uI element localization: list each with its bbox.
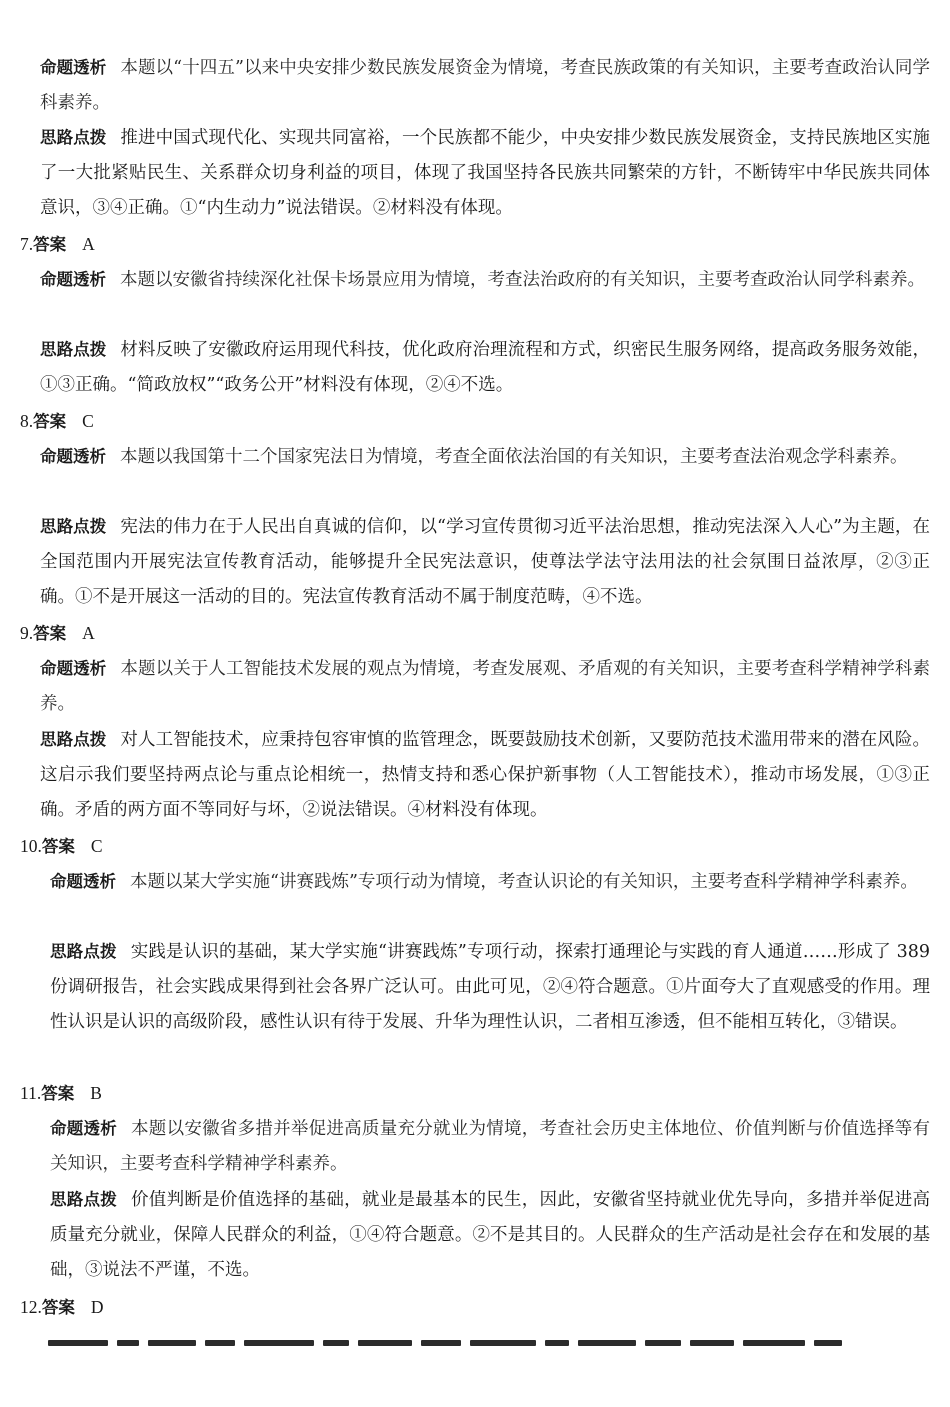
q11-answer-value: B — [90, 1083, 102, 1103]
q7-intent-text: 本题以安徽省持续深化社保卡场景应用为情境，考查法治政府的有关知识，主要考查政治认同学科素养。 — [120, 270, 925, 290]
q8-answer-value: C — [82, 411, 94, 431]
answer-label: 答案 — [33, 412, 67, 431]
q9-hint-block — [40, 722, 930, 828]
q11-intent-text: 本题以安徽省多措并举促进高质量充分就业为情境，考查社会历史主体地位、价值判断与价值选择等有关知识，主要考查科学精神学科素养。 — [50, 1119, 931, 1174]
q7-answer-line — [20, 227, 95, 263]
hint-label: 思路点拨 — [40, 340, 107, 359]
q7-intent-block — [40, 262, 930, 298]
intent-label: 命题透析 — [40, 447, 106, 466]
hint-label: 思路点拨 — [50, 1190, 118, 1209]
q9-intent-text: 本题以关于人工智能技术发展的观点为情境，考查发展观、矛盾观的有关知识，主要考查科学精神学科素养。 — [40, 659, 931, 714]
answer-label: 答案 — [41, 1084, 75, 1103]
answer-label: 答案 — [33, 235, 67, 254]
hint-label: 思路点拨 — [40, 128, 107, 147]
q12-number: 12. — [20, 1297, 42, 1317]
q12-answer-line — [20, 1290, 104, 1326]
intent-label: 命题透析 — [40, 270, 106, 289]
q6-hint-block — [40, 120, 930, 226]
q10-answer-line — [20, 829, 103, 865]
q8-number: 8. — [20, 411, 34, 431]
q9-intent-block — [40, 651, 930, 722]
q11-hint-text: 价值判断是价值选择的基础，就业是最基本的民生，因此，安徽省坚持就业优先导向，多措并举促进高质量充分就业，保障人民群众的利益，①④符合题意。②不是其目的。人民群众的生产活动是社会存在和发展的基础，③说法不严谨，不选。 — [50, 1190, 931, 1280]
q10-number: 10. — [20, 836, 42, 856]
q8-intent-text: 本题以我国第十二个国家宪法日为情境，考查全面依法治国的有关知识，主要考查法治观念学科素养。 — [120, 447, 908, 467]
intent-label: 命题透析 — [40, 659, 107, 678]
q8-intent-block — [40, 439, 930, 475]
q7-answer-value: A — [82, 234, 95, 254]
q11-number: 11. — [20, 1083, 42, 1103]
q6-intent-block — [40, 50, 930, 121]
hint-label: 思路点拨 — [50, 942, 117, 961]
hint-label: 思路点拨 — [40, 730, 107, 749]
answer-label: 答案 — [41, 837, 75, 856]
q10-hint-block — [50, 934, 930, 1040]
answer-label: 答案 — [33, 624, 67, 643]
intent-label: 命题透析 — [50, 872, 116, 891]
q9-answer-value: A — [82, 623, 95, 643]
q11-answer-line — [20, 1076, 102, 1112]
q9-number: 9. — [20, 623, 34, 643]
intent-label: 命题透析 — [50, 1119, 118, 1138]
q10-intent-text: 本题以某大学实施“讲赛践炼”专项行动为情境，考查认识论的有关知识，主要考查科学精神学科素养。 — [130, 872, 918, 892]
q8-hint-text: 宪法的伟力在于人民出自真诚的信仰，以“学习宣传贯彻习近平法治思想，推动宪法深入人心”为主题，在全国范围内开展宪法宣传教育活动，能够提升全民宪法意识，使尊法学法守法用法的社会氛围日益浓厚，②③正确。①不是开展这一活动的目的。宪法宣传教育活动不属于制度范畴，④不选。 — [40, 517, 931, 607]
q8-answer-line — [20, 404, 94, 440]
answer-label: 答案 — [41, 1298, 75, 1317]
q6-intent-text: 本题以“十四五”以来中央安排少数民族发展资金为情境，考查民族政策的有关知识，主要考查政治认同学科素养。 — [40, 58, 931, 113]
q11-intent-block — [50, 1111, 930, 1182]
q8-hint-block — [40, 509, 930, 615]
q10-hint-text: 实践是认识的基础，某大学实施“讲赛践炼”专项行动，探索打通理论与实践的育人通道……形成了 389 份调研报告，社会实践成果得到社会各界广泛认可。由此可见，②④符合题意。①片面夸大了直观感受的作用。理性认识是认识的高级阶段，感性认识有待于发展、升华为理性认识，二者相互渗透，但不能相互转化，③错误。 — [50, 942, 931, 1032]
cut-off-text-line — [48, 1326, 888, 1348]
q9-hint-text: 对人工智能技术，应秉持包容审慎的监管理念，既要鼓励技术创新，又要防范技术滥用带来的潜在风险。这启示我们要坚持两点论与重点论相统一，热情支持和悉心保护新事物（人工智能技术），推动市场发展，①③正确。矛盾的两方面不等同好与坏，②说法错误。④材料没有体现。 — [40, 730, 931, 820]
intent-label: 命题透析 — [40, 58, 107, 77]
q7-number: 7. — [20, 234, 34, 254]
q10-answer-value: C — [90, 836, 103, 856]
q12-answer-value: D — [90, 1297, 104, 1317]
hint-label: 思路点拨 — [40, 517, 107, 536]
q7-hint-block — [40, 332, 930, 403]
q9-answer-line — [20, 616, 95, 652]
q10-intent-block — [50, 864, 930, 900]
q6-hint-text: 推进中国式现代化、实现共同富裕，一个民族都不能少，中央安排少数民族发展资金，支持民族地区实施了一大批紧贴民生、关系群众切身利益的项目，体现了我国坚持各民族共同繁荣的方针，不断铸牢中华民族共同体意识，③④正确。①“内生动力”说法错误。②材料没有体现。 — [40, 128, 931, 218]
q11-hint-block — [50, 1182, 930, 1288]
q7-hint-text: 材料反映了安徽政府运用现代科技，优化政府治理流程和方式，织密民生服务网络，提高政务服务效能，①③正确。“简政放权”“政务公开”材料没有体现，②④不选。 — [40, 340, 931, 395]
